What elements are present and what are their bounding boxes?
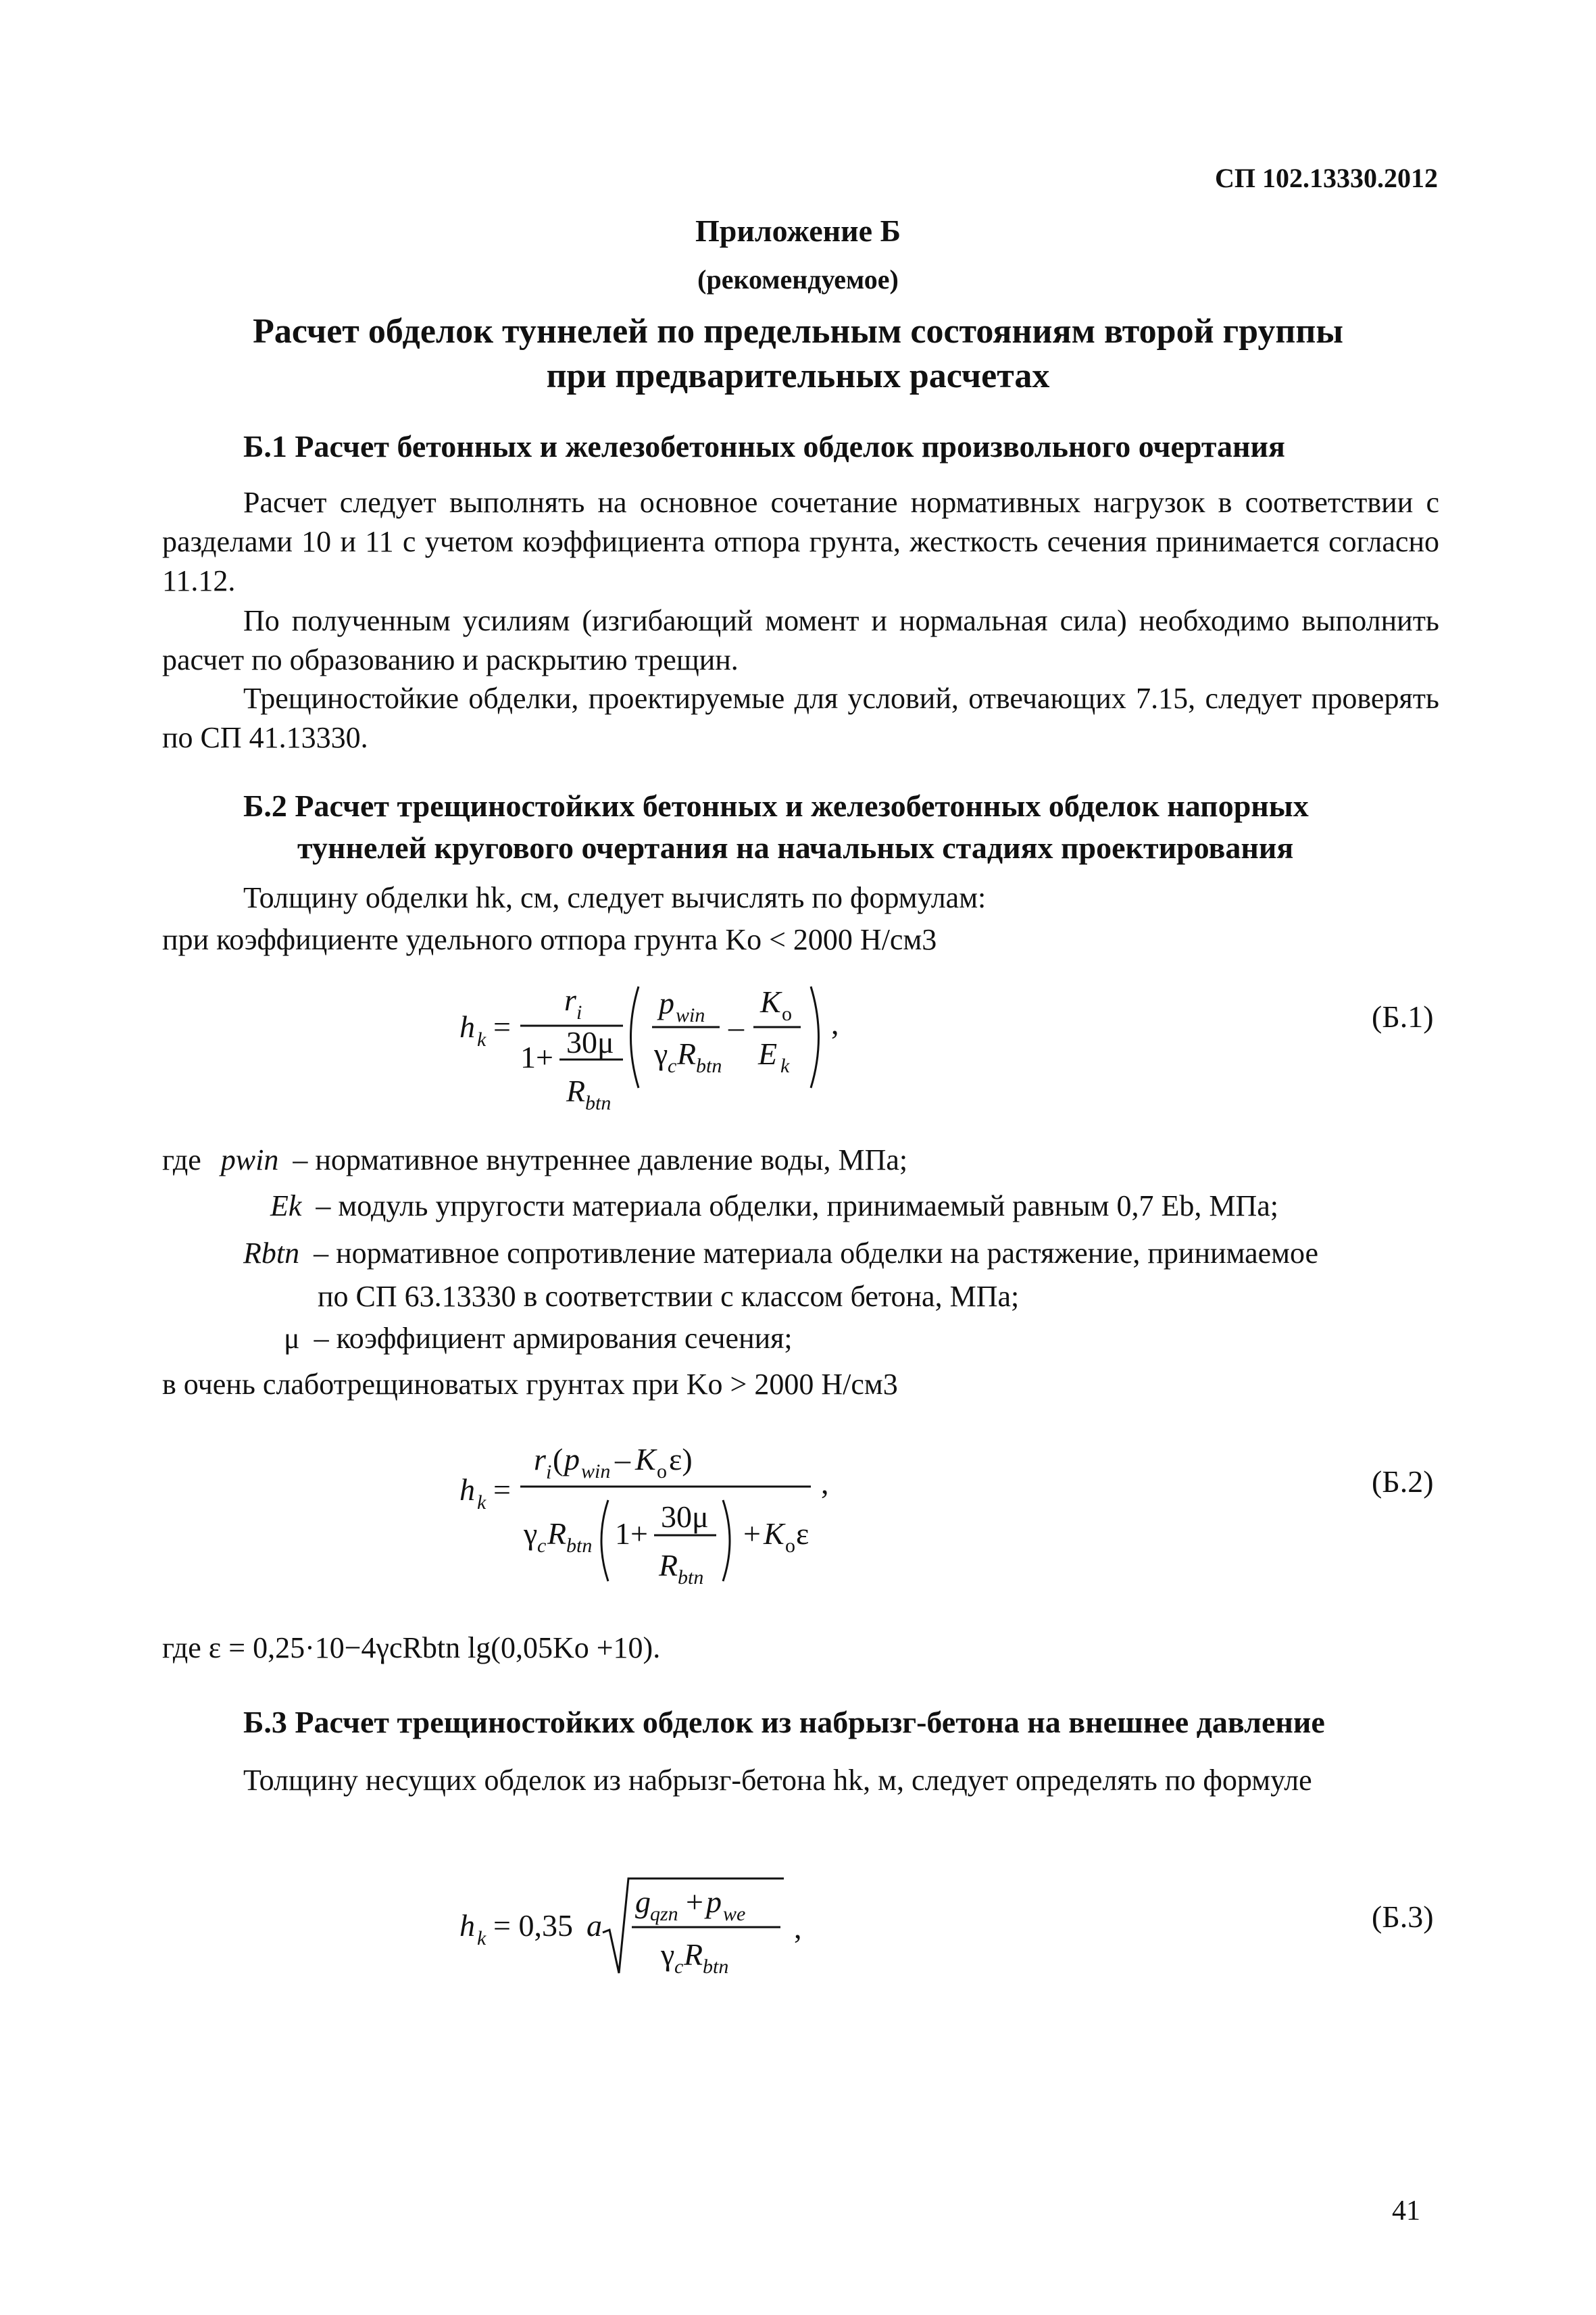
definition-text-ek: – модуль упругости материала обделки, принимаемый равным 0,7 Eb, МПа;	[316, 1189, 1279, 1222]
section-b3-heading: Б.3 Расчет трещиностойких обделок из набрызг-бетона на внешнее давление	[243, 1705, 1325, 1739]
svg-text:E: E	[758, 1037, 778, 1071]
svg-text:win: win	[581, 1460, 611, 1483]
svg-text:qzn: qzn	[650, 1903, 678, 1925]
svg-text:ε): ε)	[669, 1442, 693, 1476]
svg-text:g: g	[635, 1885, 651, 1919]
section-b1-heading: Б.1 Расчет бетонных и железобетонных обделок произвольного очертания	[243, 429, 1285, 464]
annex-subtitle: (рекомендуемое)	[697, 264, 899, 295]
svg-text:K: K	[635, 1442, 656, 1476]
formula-b3	[446, 1865, 824, 1987]
definition-ek	[270, 1187, 1278, 1226]
svg-text:p: p	[564, 1442, 580, 1476]
svg-text:ε: ε	[796, 1516, 809, 1551]
svg-text:btn: btn	[585, 1092, 612, 1114]
definition-symbol-mu: μ	[284, 1322, 300, 1355]
page-number: 41	[1392, 2195, 1420, 2226]
svg-text:30μ: 30μ	[661, 1499, 709, 1534]
svg-text:k: k	[780, 1055, 790, 1077]
svg-text:h: h	[459, 1472, 475, 1507]
svg-text:–: –	[728, 1010, 744, 1044]
svg-text:,: ,	[831, 1006, 839, 1041]
svg-text:,: ,	[821, 1466, 829, 1500]
definition-text-pwin: – нормативное внутреннее давление воды, МПа;	[293, 1143, 908, 1176]
svg-text:γ: γ	[524, 1516, 538, 1551]
definition-symbol-ek: Ek	[270, 1189, 302, 1222]
section-b1-paragraph-2: По полученным усилиям (изгибающий момент и нормальная сила) необходимо выполнить расчет по образованию и раскрытию трещин.	[162, 604, 1439, 676]
annex-heading-line-2: при предварительных расчетах	[546, 357, 1050, 395]
svg-text:c: c	[537, 1535, 547, 1557]
svg-text:k: k	[477, 1927, 487, 1949]
definition-rbtn	[243, 1234, 1318, 1273]
section-b1-paragraph-3: Трещиностойкие обделки, проектируемые для условий, отвечающих 7.15, следует проверять по СП 41.13330.	[162, 682, 1439, 754]
section-b3-paragraph-1: Толщину несущих обделок из набрызг-бетона hk, м, следует определять по формуле	[243, 1764, 1312, 1797]
annex-heading-line-1: Расчет обделок туннелей по предельным состояниям второй группы	[253, 312, 1343, 351]
definition-text-mu: – коэффициент армирования сечения;	[314, 1322, 793, 1355]
section-b2-intro-2: при коэффициенте удельного отпора грунта Ko < 2000 Н/см3	[162, 923, 937, 956]
svg-text:h: h	[459, 1010, 475, 1044]
svg-text:R: R	[547, 1516, 567, 1551]
svg-text:K: K	[764, 1516, 784, 1551]
svg-text:k: k	[477, 1028, 487, 1051]
svg-text:γ: γ	[654, 1037, 668, 1071]
svg-text:R: R	[677, 1037, 697, 1071]
svg-text:win: win	[676, 1004, 705, 1026]
svg-text:i: i	[576, 1001, 582, 1024]
svg-text:K: K	[760, 985, 781, 1019]
svg-text:o: o	[657, 1460, 667, 1483]
formula-b2	[446, 1426, 919, 1601]
svg-text:= 0,35: = 0,35	[493, 1908, 573, 1943]
svg-text:30μ: 30μ	[566, 1025, 614, 1060]
svg-text:k: k	[477, 1491, 487, 1514]
section-b2-heading-line-1: Б.2 Расчет трещиностойких бетонных и железобетонных обделок напорных	[243, 789, 1309, 823]
svg-text:p: p	[706, 1885, 722, 1919]
formula-b1-number: (Б.1)	[1372, 999, 1434, 1034]
svg-text:+: +	[743, 1516, 761, 1551]
svg-text:=: =	[493, 1010, 511, 1044]
svg-text:we: we	[723, 1903, 746, 1925]
formula-b3-number: (Б.3)	[1372, 1899, 1434, 1934]
svg-text:r: r	[534, 1442, 546, 1476]
svg-text:btn: btn	[566, 1535, 593, 1557]
svg-text:=: =	[493, 1472, 511, 1507]
svg-text:R: R	[659, 1548, 678, 1583]
svg-text:R: R	[566, 1074, 586, 1108]
section-b2-heading-line-2: туннелей кругового очертания на начальных стадиях проектирования	[297, 830, 1294, 865]
svg-text:γ: γ	[661, 1937, 675, 1972]
svg-text:o: o	[785, 1535, 795, 1557]
svg-text:1+: 1+	[615, 1516, 648, 1551]
epsilon-definition: где ε = 0,25·10−4γcRbtn lg(0,05Ko +10).	[162, 1631, 661, 1664]
definition-symbol-rbtn: Rbtn	[243, 1237, 300, 1270]
svg-text:p: p	[659, 986, 674, 1020]
definition-text-rbtn: – нормативное сопротивление материала обделки на растяжение, принимаемое	[314, 1237, 1319, 1270]
svg-text:i: i	[546, 1461, 552, 1483]
svg-text:1+: 1+	[520, 1040, 553, 1074]
section-b1-paragraph-1: Расчет следует выполнять на основное сочетание нормативных нагрузок в соответствии с разделами 10 и 11 с учетом коэффициента отпора грунта, жесткость сечения принимается согласно 11.12.	[162, 486, 1439, 597]
svg-text:R: R	[684, 1937, 703, 1972]
formula-b1	[446, 966, 919, 1142]
svg-text:+: +	[686, 1885, 703, 1919]
svg-text:r: r	[564, 982, 576, 1017]
svg-text:(: (	[553, 1442, 564, 1476]
svg-text:o: o	[782, 1003, 792, 1025]
svg-text:c: c	[674, 1956, 684, 1978]
svg-text:–: –	[615, 1442, 630, 1476]
definition-prefix: где	[162, 1143, 201, 1176]
svg-text:btn: btn	[678, 1566, 704, 1589]
svg-text:c: c	[668, 1055, 677, 1077]
svg-text:btn: btn	[703, 1956, 729, 1978]
definition-rbtn-continued: по СП 63.13330 в соответствии с классом бетона, МПа;	[318, 1280, 1020, 1313]
annex-heading	[0, 309, 1596, 399]
svg-text:,: ,	[794, 1910, 802, 1945]
formula-b2-number: (Б.2)	[1372, 1464, 1434, 1499]
svg-text:h: h	[459, 1908, 475, 1943]
svg-text:btn: btn	[696, 1055, 722, 1077]
definition-pwin	[162, 1141, 907, 1180]
document-code: СП 102.13330.2012	[1215, 163, 1438, 193]
section-b2-intro-1: Толщину обделки hk, см, следует вычислять по формулам:	[243, 881, 987, 914]
svg-text:a: a	[587, 1908, 602, 1943]
annex-title: Приложение Б	[695, 214, 901, 248]
definition-mu	[284, 1319, 793, 1358]
definition-symbol-pwin: pwin	[220, 1143, 279, 1176]
section-b2-intro-3: в очень слаботрещиноватых грунтах при Ko > 2000 Н/см3	[162, 1368, 898, 1401]
